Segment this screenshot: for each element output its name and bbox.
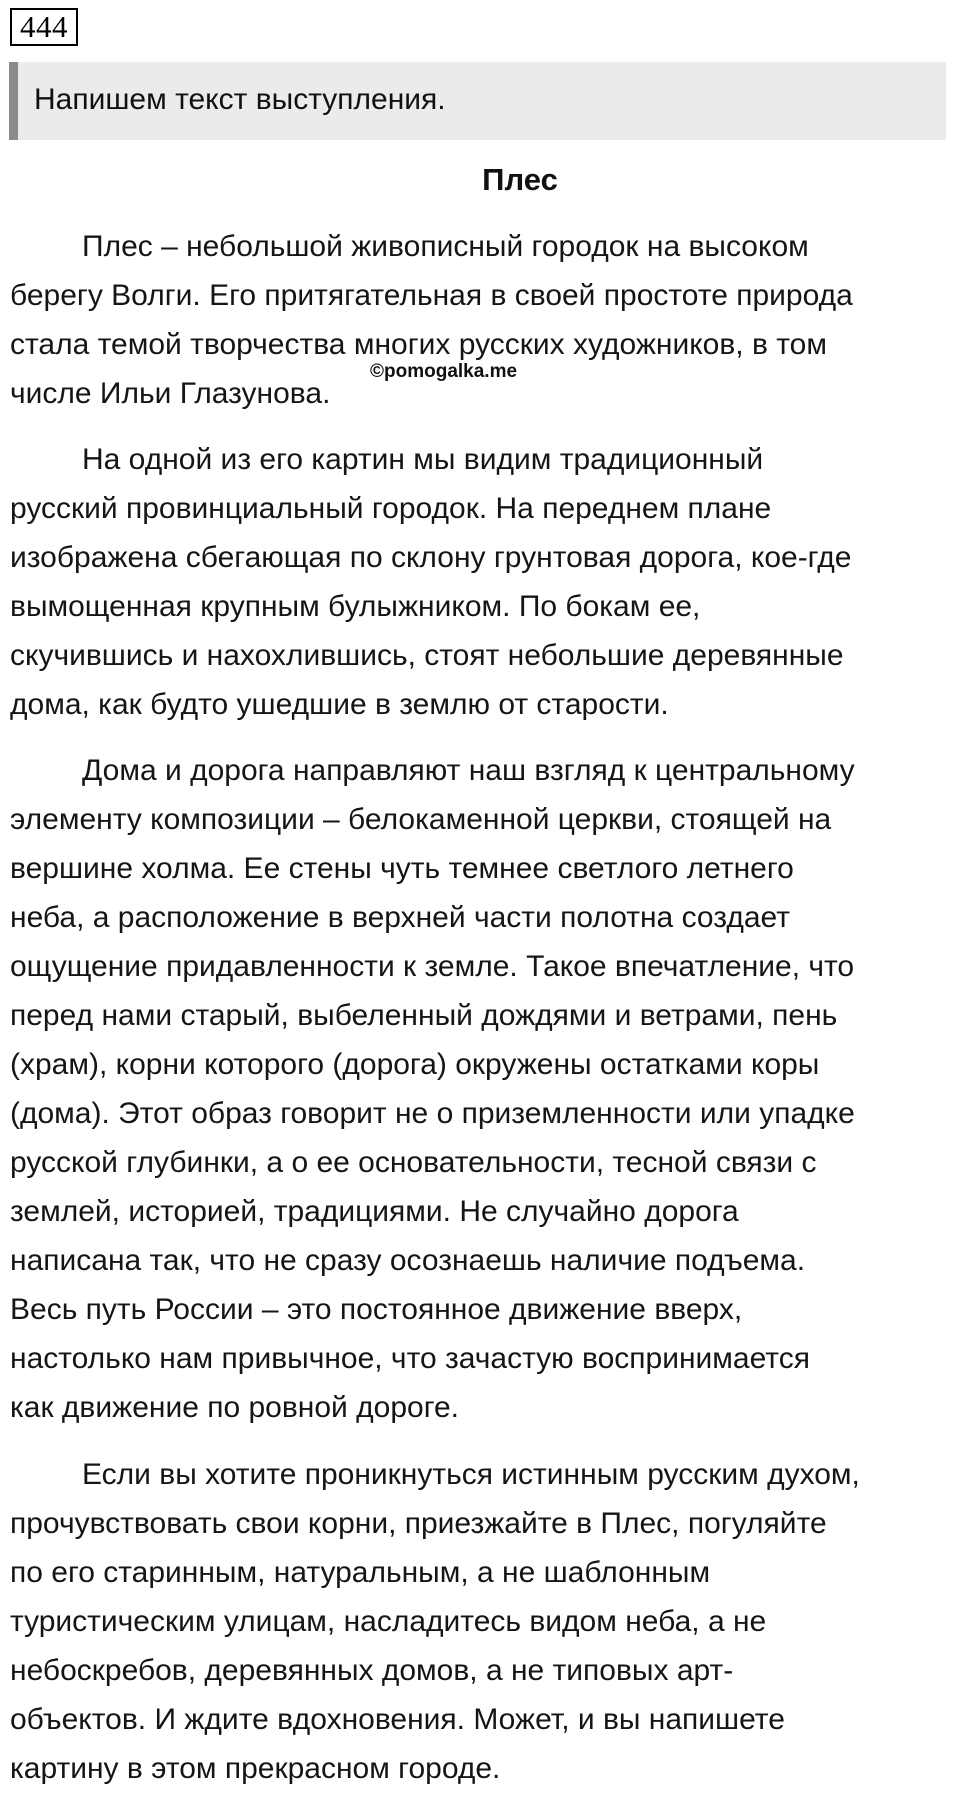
paragraph-4-line-3: по его старинным, натуральным, а не шаблонным: [10, 1556, 711, 1589]
task-number-box: 444: [10, 8, 78, 46]
paragraph-1-line-3: стала темой творчества многих русских художников, в том: [10, 328, 827, 361]
paragraph-4-line-5: небоскребов, деревянных домов, а не типовых арт-: [10, 1654, 734, 1687]
paragraph-4-line-4: туристическим улицам, насладитесь видом неба, а не: [10, 1605, 767, 1638]
paragraph-2-line-2: русский провинциальный городок. На переднем плане: [10, 492, 772, 525]
paragraph-3-line-6: перед нами старый, выбеленный дождями и ветрами, пень: [10, 999, 838, 1032]
paragraph-2-line-1: На одной из его картин мы видим традиционный: [82, 443, 764, 476]
paragraph-3-line-12: Весь путь России – это постоянное движение вверх,: [10, 1293, 743, 1326]
paragraph-3-line-9: русской глубинки, а о ее основательности, тесной связи с: [10, 1146, 817, 1179]
paragraph-2-line-3: изображена сбегающая по склону грунтовая дорога, кое-где: [10, 541, 852, 574]
paragraph-3-line-8: (дома). Этот образ говорит не о приземленности или упадке: [10, 1097, 855, 1130]
paragraph-2-line-5: скучившись и нахохлившись, стоят небольшие деревянные: [10, 639, 844, 672]
paragraph-3-line-3: вершине холма. Ее стены чуть темнее светлого летнего: [10, 852, 794, 885]
paragraph-4-line-2: прочувствовать свои корни, приезжайте в Плес, погуляйте: [10, 1507, 827, 1540]
paragraph-3-line-4: неба, а расположение в верхней части полотна создает: [10, 901, 790, 934]
instruction-text: Напишем текст выступления.: [34, 83, 446, 116]
paragraph-3-line-7: (храм), корни которого (дорога) окружены остатками коры: [10, 1048, 820, 1081]
paragraph-3-line-1: Дома и дорога направляют наш взгляд к центральному: [82, 754, 855, 787]
paragraph-3-line-2: элементу композиции – белокаменной церкви, стоящей на: [10, 803, 832, 836]
paragraph-4-line-6: объектов. И ждите вдохновения. Может, и вы напишете: [10, 1703, 785, 1736]
paragraph-1-line-4: числе Ильи Глазунова.: [10, 377, 331, 410]
paragraph-4-line-1: Если вы хотите проникнуться истинным русским духом,: [82, 1458, 860, 1491]
paragraph-3-line-10: землей, историей, традициями. Не случайно дорога: [10, 1195, 739, 1228]
paragraph-3-line-14: как движение по ровной дороге.: [10, 1391, 460, 1424]
paragraph-1-line-2: берегу Волги. Его притягательная в своей простоте природа: [10, 279, 853, 312]
paragraph-2-line-6: дома, как будто ушедшие в землю от старости.: [10, 688, 669, 721]
paragraph-3-line-11: написана так, что не сразу осознаешь наличие подъема.: [10, 1244, 806, 1277]
paragraph-1-line-1: Плес – небольшой живописный городок на высоком: [82, 230, 809, 263]
paragraph-3-line-5: ощущение придавленности к земле. Такое впечатление, что: [10, 950, 855, 983]
paragraph-2-line-4: вымощенная крупным булыжником. По бокам ее,: [10, 590, 701, 623]
essay-title: Плес: [482, 162, 558, 197]
watermark: ©pomogalka.me: [370, 361, 518, 382]
instruction-banner: [9, 62, 946, 140]
paragraph-3-line-13: настолько нам привычное, что зачастую воспринимается: [10, 1342, 810, 1375]
paragraph-4-line-7: картину в этом прекрасном городе.: [10, 1752, 501, 1785]
